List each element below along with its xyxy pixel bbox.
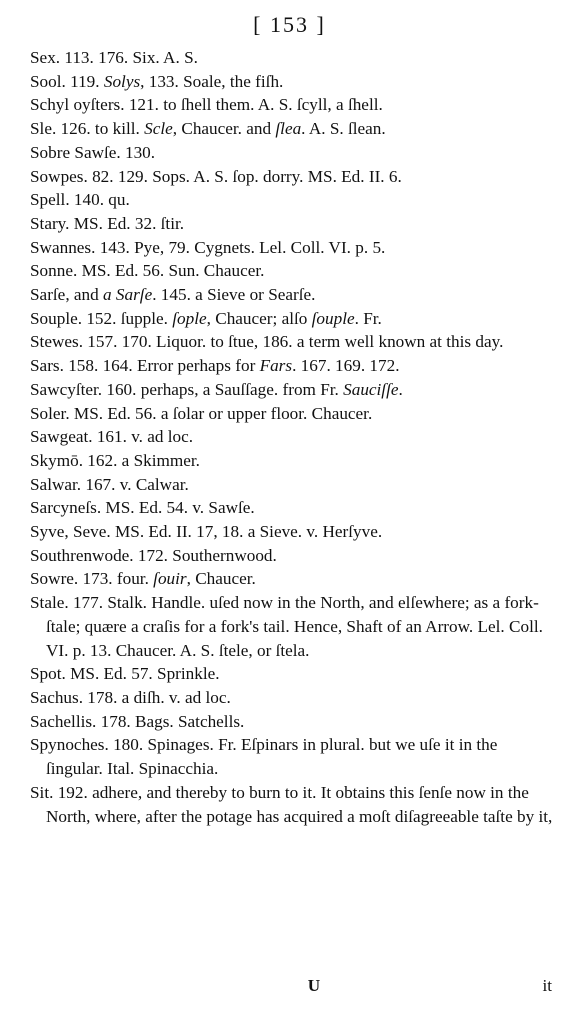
glossary-entry: [30, 710, 558, 734]
entry-text: Schyl oyſters. 121. to ſhell them. A. S. ſcyll, a ſhell.: [30, 95, 383, 115]
catchword: it: [542, 976, 552, 995]
entry-text: Stale. 177. Stalk. Handle. uſed now in the North, and elſewhere; as a fork-ſtale; quære a craſis for a fork's tail. Hence, Shaft of an Arrow. Lel. Coll. VI. p. 13. Chaucer. A. S. ſtele, or ſtela.: [30, 593, 543, 660]
glossary-entry: [30, 425, 558, 449]
glossary-entry: [30, 259, 558, 283]
glossary-entry: [30, 544, 558, 568]
entry-text: , Chaucer; alſo: [206, 308, 312, 328]
entry-italic-text: a Sarſe: [103, 285, 153, 305]
glossary-entry: [30, 402, 558, 426]
glossary-entry: [30, 283, 558, 307]
entry-text: Sawcyſter. 160. perhaps, a Sauſſage. from Fr.: [30, 379, 344, 399]
entry-text: . 167. 169. 172.: [292, 356, 400, 376]
entry-italic-text: ſlea: [275, 119, 302, 139]
glossary-entry: [30, 473, 558, 497]
glossary-entries: [30, 46, 558, 828]
glossary-entry: [30, 520, 558, 544]
entry-text: Stewes. 157. 170. Liquor. to ſtue, 186. a term well known at this day.: [30, 332, 504, 352]
entry-text: Sowpes. 82. 129. Sops. A. S. ſop. dorry. MS. Ed. II. 6.: [30, 166, 402, 186]
entry-text: Skymō. 162. a Skimmer.: [30, 450, 200, 470]
glossary-entry: [30, 93, 558, 117]
entry-text: Souple. 152. ſupple.: [30, 308, 173, 328]
entry-italic-text: ſouir: [153, 569, 187, 589]
entry-italic-text: ſouple: [311, 308, 355, 328]
entry-text: . A. S. ſlean.: [301, 119, 386, 139]
entry-text: Stary. MS. Ed. 32. ſtir.: [30, 213, 185, 233]
entry-text: , 133. Soale, the fiſh.: [140, 71, 284, 91]
glossary-entry: [30, 449, 558, 473]
entry-text: Swannes. 143. Pye, 79. Cygnets. Lel. Coll. VI. p. 5.: [30, 237, 386, 257]
glossary-entry: [30, 117, 558, 141]
entry-text: . Fr.: [354, 308, 382, 328]
entry-italic-text: Scle: [144, 119, 173, 139]
page-number: [ 153 ]: [253, 12, 326, 37]
entry-text: Salwar. 167. v. Calwar.: [30, 474, 189, 494]
glossary-entry: [30, 781, 558, 828]
entry-text: Spell. 140. qu.: [30, 190, 130, 210]
signature-mark: U: [307, 976, 321, 995]
entry-text: Sachus. 178. a diſh. v. ad loc.: [30, 687, 231, 707]
entry-text: Sex. 113. 176. Six. A. S.: [30, 48, 198, 67]
entry-text: Spot. MS. Ed. 57. Sprinkle.: [30, 664, 220, 684]
entry-text: Spynoches. 180. Spinages. Fr. Eſpinars in plural. but we uſe it in the ſingular. Ital. Spinacchia.: [30, 735, 498, 779]
entry-text: Syve, Seve. MS. Ed. II. 17, 18. a Sieve. v. Herſyve.: [30, 522, 383, 542]
glossary-entry: [30, 236, 558, 260]
glossary-entry: [30, 567, 558, 591]
entry-text: Sarſe, and: [30, 285, 104, 305]
page-footer: [30, 974, 558, 998]
entry-text: .: [398, 379, 403, 399]
entry-italic-text: Fars: [259, 356, 293, 376]
glossary-entry: [30, 662, 558, 686]
glossary-entry: [30, 165, 558, 189]
glossary-entry: [30, 307, 558, 331]
entry-text: Sachellis. 178. Bags. Satchells.: [30, 711, 245, 731]
entry-text: Sool. 119.: [30, 71, 104, 91]
glossary-entry: [30, 141, 558, 165]
entry-text: Soler. MS. Ed. 56. a ſolar or upper floor. Chaucer.: [30, 403, 373, 423]
entry-text: , Chaucer. and: [172, 119, 276, 139]
glossary-entry: [30, 188, 558, 212]
glossary-entry: [30, 46, 558, 70]
entry-text: . 145. a Sieve or Searſe.: [152, 285, 316, 305]
entry-text: Sawgeat. 161. v. ad loc.: [30, 427, 194, 447]
entry-text: Sobre Sawſe. 130.: [30, 142, 156, 162]
entry-text: Sowre. 173. four.: [30, 569, 154, 589]
glossary-entry: [30, 686, 558, 710]
entry-italic-text: ſople: [172, 308, 207, 328]
glossary-entry: [30, 330, 558, 354]
entry-italic-text: Solys: [103, 71, 141, 91]
glossary-entry: [30, 212, 558, 236]
glossary-entry: [30, 591, 558, 662]
glossary-entry: [30, 70, 558, 94]
entry-text: Sonne. MS. Ed. 56. Sun. Chaucer.: [30, 261, 265, 281]
glossary-entry: [30, 378, 558, 402]
entry-text: Sars. 158. 164. Error perhaps for: [30, 356, 260, 376]
glossary-entry: [30, 496, 558, 520]
entry-text: Sle. 126. to kill.: [30, 119, 145, 139]
entry-text: Southrenwode. 172. Southernwood.: [30, 545, 277, 565]
entry-text: Sit. 192. adhere, and thereby to burn to it. It obtains this ſenſe now in the North, where, after the potage has acquired a moſt diſagreeable taſte by it,: [30, 782, 553, 826]
entry-text: , Chaucer.: [186, 569, 256, 589]
entry-text: Sarcyneſs. MS. Ed. 54. v. Sawſe.: [30, 498, 255, 518]
glossary-entry: [30, 354, 558, 378]
entry-italic-text: Sauciſſe: [343, 379, 399, 399]
glossary-entry: [30, 733, 558, 780]
